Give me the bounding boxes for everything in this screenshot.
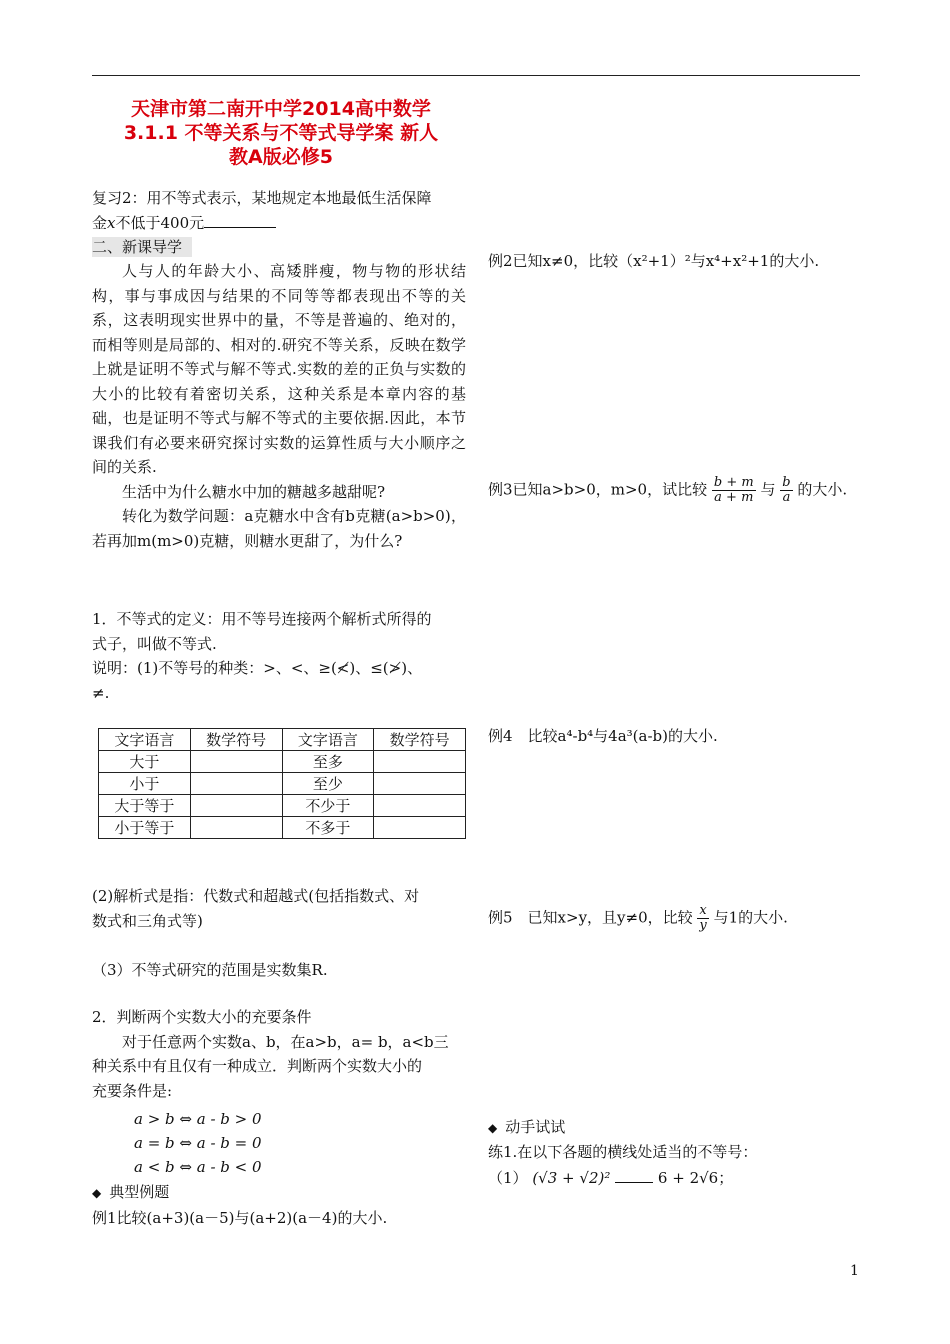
fraction-x-over-y: $\frac{x}{y}$ xyxy=(699,903,707,933)
table-cell: 大于 xyxy=(99,751,191,773)
definition-1 xyxy=(92,607,466,705)
note-2-line-2: 数式和三角式等) xyxy=(92,911,203,930)
table-cell xyxy=(374,795,466,817)
title-line-1: 天津市第二南开中学2014高中数学 xyxy=(131,98,431,120)
table-header: 文字语言 xyxy=(282,729,374,751)
def-line-2: 式子，叫做不等式. xyxy=(92,634,217,653)
table-cell: 小于等于 xyxy=(99,817,191,839)
note-3: （3）不等式研究的范围是实数集R. xyxy=(92,961,328,979)
sec2-line-2: 种关系中有且仅有一种成立．判断两个实数大小的 xyxy=(92,1057,423,1075)
table-row xyxy=(99,751,466,773)
table-cell: 不多于 xyxy=(282,817,374,839)
question-paragraph: 生活中为什么糖水中加的糖越多越甜呢? xyxy=(122,482,386,501)
section-2-conditions xyxy=(92,1005,466,1103)
table-header-row xyxy=(99,729,466,751)
transform-paragraph: 转化为数学问题：a克糖水中含有b克糖(a>b>0)，若再加m(m>0)克糖，则糖水更甜了，为什么? xyxy=(92,507,466,550)
diamond-bullet-icon: ◆ xyxy=(92,1186,102,1200)
note-1-line-2: ≠. xyxy=(92,683,110,702)
sec2-heading: 2．判断两个实数大小的充要条件 xyxy=(92,1008,312,1026)
section-heading: 二、新课导学 xyxy=(92,237,192,257)
table-cell: 不少于 xyxy=(282,795,374,817)
table-cell xyxy=(190,795,282,817)
table-cell: 大于等于 xyxy=(99,795,191,817)
table-header: 文字语言 xyxy=(99,729,191,751)
answer-blank xyxy=(204,213,276,228)
sec2-line-1: 对于任意两个实数a、b，在a>b，a= b，a<b三 xyxy=(122,1032,449,1051)
section-2-body xyxy=(92,259,466,553)
def-line-1: 1．不等式的定义：用不等号连接两个解析式所得的 xyxy=(92,610,432,628)
practice-rhs: 6 + 2√6 xyxy=(657,1169,719,1187)
table-cell xyxy=(374,751,466,773)
header-rule xyxy=(92,75,860,76)
answer-blank xyxy=(615,1168,653,1183)
symbol-table xyxy=(98,728,466,839)
diamond-bullet-icon: ◆ xyxy=(488,1121,498,1135)
practice-lhs: (√3 + √2)² xyxy=(532,1169,611,1187)
table-cell: 小于 xyxy=(99,773,191,795)
table-header: 数学符号 xyxy=(190,729,282,751)
table-cell xyxy=(374,773,466,795)
title-line-3: 教A版必修5 xyxy=(229,146,333,168)
intro-paragraph: 人与人的年龄大小、高矮胖瘦，物与物的形状结构，事与事成因与结果的不同等等都表现出不等的关系，这表明现实世界中的量，不等是普遍的、绝对的，而相等则是局部的、相对的.研究不等关系，反映在数学上就是证明不等式与解不等式.实数的差的正负与实数的大小的比较有着密切关系，这种关系是本章内容的基础，也是证明不等式与解不等式的主要依据.因此，本节课我们有必要来研究探讨实数的运算性质与大小顺序之间的关系. xyxy=(92,262,466,476)
table-cell: 至少 xyxy=(282,773,374,795)
sec2-line-3: 充要条件是: xyxy=(92,1081,173,1100)
table-cell xyxy=(374,817,466,839)
title-line-2: 3.1.1 不等关系与不等式导学案 新人 xyxy=(123,122,439,144)
note-2-line-1: (2)解析式是指：代数式和超越式(包括指数式、对 xyxy=(92,887,420,905)
table-cell xyxy=(190,751,282,773)
page-title xyxy=(92,97,470,169)
table-cell: 至多 xyxy=(282,751,374,773)
review-2 xyxy=(92,186,466,235)
example-3: 例3已知a>b>0，m>0，试比较 $\frac{b + m}{a + m}$ 与 $\frac{b}{a}$ 的大小. xyxy=(488,475,848,505)
table-row xyxy=(99,773,466,795)
table-row xyxy=(99,817,466,839)
practice-1: 练1.在以下各题的横线处适当的不等号： xyxy=(488,1143,758,1161)
examples-heading: ◆ 典型例题 xyxy=(92,1183,170,1201)
condition-less: a < b ⇔ a - b < 0 xyxy=(134,1158,262,1176)
table-row xyxy=(99,795,466,817)
practice-heading: ◆ 动手试试 xyxy=(488,1118,566,1136)
practice-1-item: （1） (√3 + √2)² 6 + 2√6； xyxy=(488,1169,734,1187)
example-4: 例4 比较a⁴-b⁴与4a³(a-b)的大小. xyxy=(488,727,718,745)
fraction-b-plus-m-over-a-plus-m: $\frac{b + m}{a + m}$ xyxy=(713,475,754,505)
example-2: 例2已知x≠0，比较（x²+1）²与x⁴+x²+1的大小. xyxy=(488,252,820,270)
note-2 xyxy=(92,884,466,933)
review-2-line-2: 金x不低于400元 xyxy=(92,211,466,236)
table-header: 数学符号 xyxy=(374,729,466,751)
table-cell xyxy=(190,773,282,795)
review-2-line-1: 复习2：用不等式表示，某地规定本地最低生活保障 xyxy=(92,189,432,207)
table-cell xyxy=(190,817,282,839)
fraction-b-over-a: $\frac{b}{a}$ xyxy=(782,475,791,505)
example-1: 例1比较(a+3)(a－5)与(a+2)(a－4)的大小. xyxy=(92,1209,388,1227)
condition-greater: a > b ⇔ a - b > 0 xyxy=(134,1110,262,1128)
condition-equal: a = b ⇔ a - b = 0 xyxy=(134,1134,262,1152)
example-5: 例5 已知x>y，且y≠0，比较 $\frac{x}{y}$ 与1的大小. xyxy=(488,903,788,933)
page-number: 1 xyxy=(850,1263,859,1279)
note-1-line-1: 说明：(1)不等号的种类：>、<、≥(≮)、≤(≯)、 xyxy=(92,659,423,677)
